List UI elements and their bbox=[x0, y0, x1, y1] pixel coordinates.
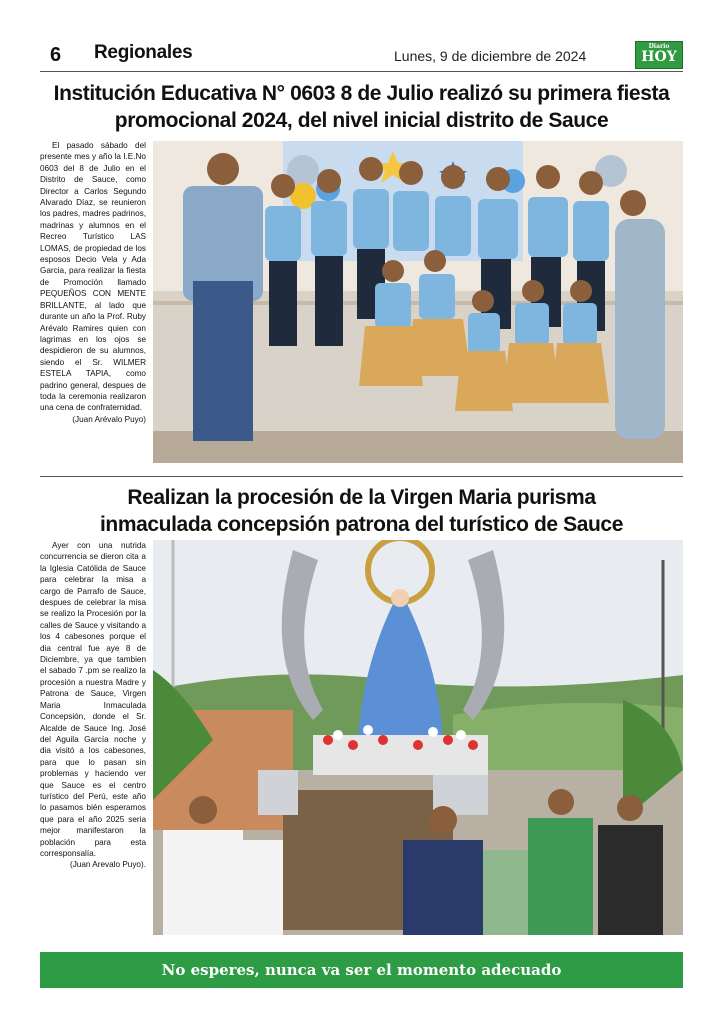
article2-headline-line2: inmaculada concepsión patrona del turístico de Sauce bbox=[99, 513, 623, 536]
article1-headline-line2: promocional 2024, del nivel inicial distrito de Sauce bbox=[114, 109, 609, 132]
issue-date: Lunes, 9 de diciembre de 2024 bbox=[394, 48, 587, 64]
article1-body-text: El pasado sábado del presente mes y año la I.E.No 0603 del 8 de Julio en el Distrito de Sauce, como Director a Carlos Segundo Alvarado Díaz, se reunieron los padres, madres padrinos, madrinas y alumnos en el Recreo Turístico LAS LOMAS, de propiedad de los esposos Decio Vela y Ada Garcia, para realizar la fiesta de Promoción llamado PEQUEÑOS CON MENTE BRILLANTE, al lado que durante un año la Prof. Ruby Arévalo Ramires quien con lagrimas en los ojos se despidieron de su alumnos, siendo el Sr. WILMER ESTELA TAPIA, como padrino general, despues de toda la ceremonia realizaron una cena de confraternidad. bbox=[40, 141, 146, 413]
section-title: Regionales bbox=[94, 42, 193, 63]
article1-photo bbox=[153, 141, 683, 463]
group-photo-illustration bbox=[153, 141, 683, 463]
page-header bbox=[40, 40, 683, 70]
article-divider bbox=[40, 476, 683, 477]
logo-main-text: HOY bbox=[641, 49, 677, 65]
header-divider bbox=[40, 71, 683, 72]
newspaper-logo bbox=[635, 41, 683, 69]
footer-banner bbox=[40, 952, 683, 988]
page-number: 6 bbox=[50, 44, 62, 66]
article2-byline: (Juan Arevalo Puyo). bbox=[69, 860, 146, 870]
article2-body bbox=[40, 540, 146, 871]
article2-body-text: Ayer con una nutrida concurrencia se dieron cita a la Iglesia Católida de Sauce para celebrar la misa a cargo de Parrafo de Sauce, despues de celebrar la misa se realizo la Procesión por la calles de Sauce y visitando a los 4 cabesones porque el dia central fue aye 8 de Diciembre, ya que tambien el sabado 7 .pm se realizo la procesión a nuestra Madre y Patrona de Sauce, Virgen Maria Inmaculada Concepsión, donde el Sr. Alcalde de Sauce Ing. José del Aguila García noche y dia visitó a los cabesones, para que lo pasan sin problemas y haciendo ver que Sauce es el centro turístico del Perú, este año lo pasamos bién esperamos que para el año 2025 seria mejor manifestaron la población para esta corresponsalía. bbox=[40, 541, 146, 858]
footer-slogan: No esperes, nunca va ser el momento adecuado bbox=[161, 961, 562, 979]
article2-headline bbox=[40, 484, 683, 538]
article1-headline-line1: Institución Educativa N° 0603 8 de Julio realizó su primera fiesta bbox=[53, 82, 670, 105]
article2-headline-line1: Realizan la procesión de la Virgen Maria purisma bbox=[127, 486, 596, 509]
article2-photo bbox=[153, 540, 683, 935]
article1-headline bbox=[40, 80, 683, 134]
article1-body bbox=[40, 140, 146, 425]
procession-photo-illustration bbox=[153, 540, 683, 935]
logo-top-text: Diario bbox=[648, 43, 670, 50]
article1-byline: (Juan Arévalo Puyo) bbox=[72, 414, 146, 424]
